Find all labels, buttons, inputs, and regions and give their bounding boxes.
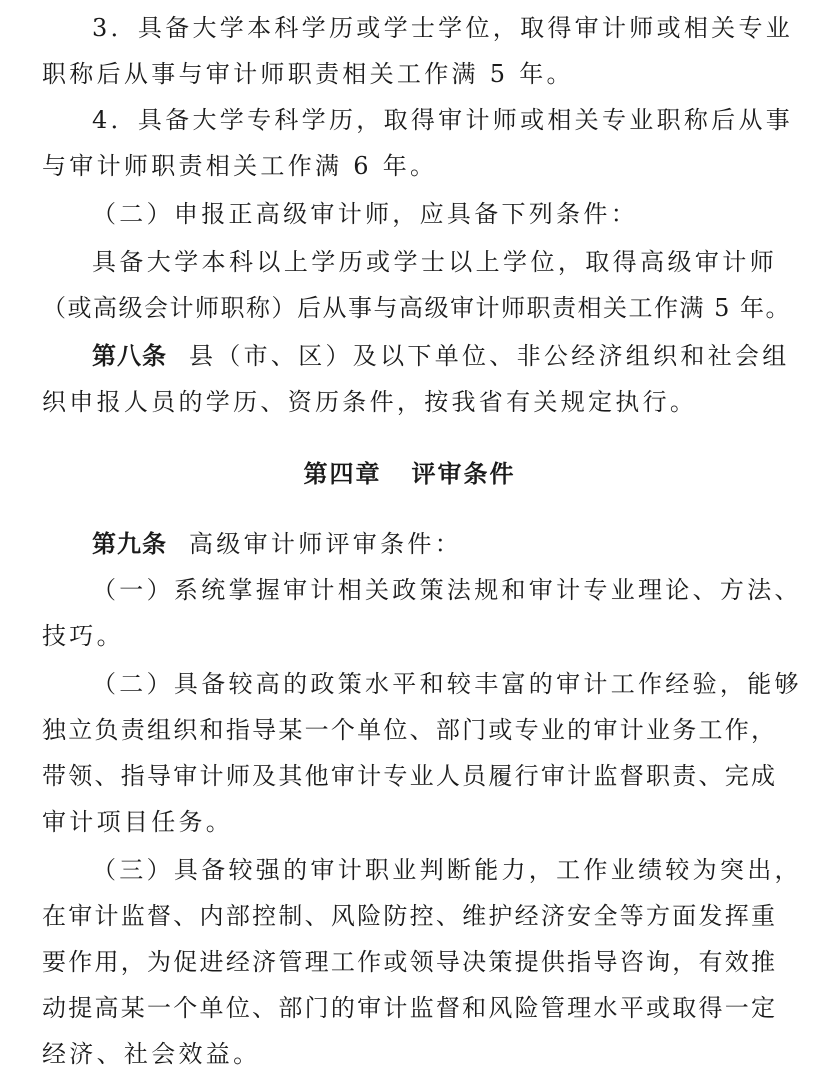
paragraph-line: 要作用，为促进经济管理工作或领导决策提供指导咨询，有效推 — [42, 948, 777, 976]
paragraph-line: 具备大学本科以上学历或学士以上学位，取得高级审计师 — [92, 248, 777, 276]
paragraph-line: 职称后从事与审计师职责相关工作满 5 年。 — [42, 60, 574, 88]
paragraph-line: （三）具备较强的审计职业判断能力，工作业绩较为突出， — [92, 856, 802, 884]
paragraph-line: 审计项目任务。 — [42, 808, 234, 836]
paragraph-line: 带领、指导审计师及其他审计专业人员履行审计监督职责、完成 — [42, 762, 777, 790]
paragraph-line: （一）系统掌握审计相关政策法规和审计专业理论、方法、 — [92, 576, 802, 604]
paragraph-line: 与审计师职责相关工作满 6 年。 — [42, 152, 438, 180]
chapter-heading — [0, 454, 819, 494]
article-8-line — [92, 336, 790, 376]
paragraph-line: 技巧。 — [42, 622, 124, 650]
article-9-label: 第九条 — [92, 529, 167, 558]
article-8-text: 县（市、区）及以下单位、非公经济组织和社会组 — [189, 342, 790, 370]
paragraph-line: 3．具备大学本科学历或学士学位，取得审计师或相关专业 — [92, 14, 794, 42]
paragraph-line: 4．具备大学专科学历，取得审计师或相关专业职称后从事 — [92, 106, 794, 134]
paragraph-line: 独立负责组织和指导某一个单位、部门或专业的审计业务工作， — [42, 716, 777, 744]
paragraph-line: （二）申报正高级审计师，应具备下列条件： — [92, 200, 638, 228]
paragraph-line: 经济、社会效益。 — [42, 1040, 261, 1068]
article-9-text: 高级审计师评审条件： — [189, 530, 462, 558]
paragraph-line: 动提高某一个单位、部门的审计监督和风险管理水平或取得一定 — [42, 994, 777, 1022]
paragraph-line: 织申报人员的学历、资历条件，按我省有关规定执行。 — [42, 388, 698, 416]
paragraph-line: 在审计监督、内部控制、风险防控、维护经济安全等方面发挥重 — [42, 902, 777, 930]
chapter-number: 第四章 — [303, 459, 382, 488]
article-8-label: 第八条 — [92, 341, 167, 370]
paragraph-line: （或高级会计师职称）后从事与高级审计师职责相关工作满 5 年。 — [42, 294, 792, 322]
chapter-title: 评审条件 — [411, 459, 516, 488]
article-9-line — [92, 524, 777, 564]
paragraph-line: （二）具备较高的政策水平和较丰富的审计工作经验，能够 — [92, 670, 802, 698]
